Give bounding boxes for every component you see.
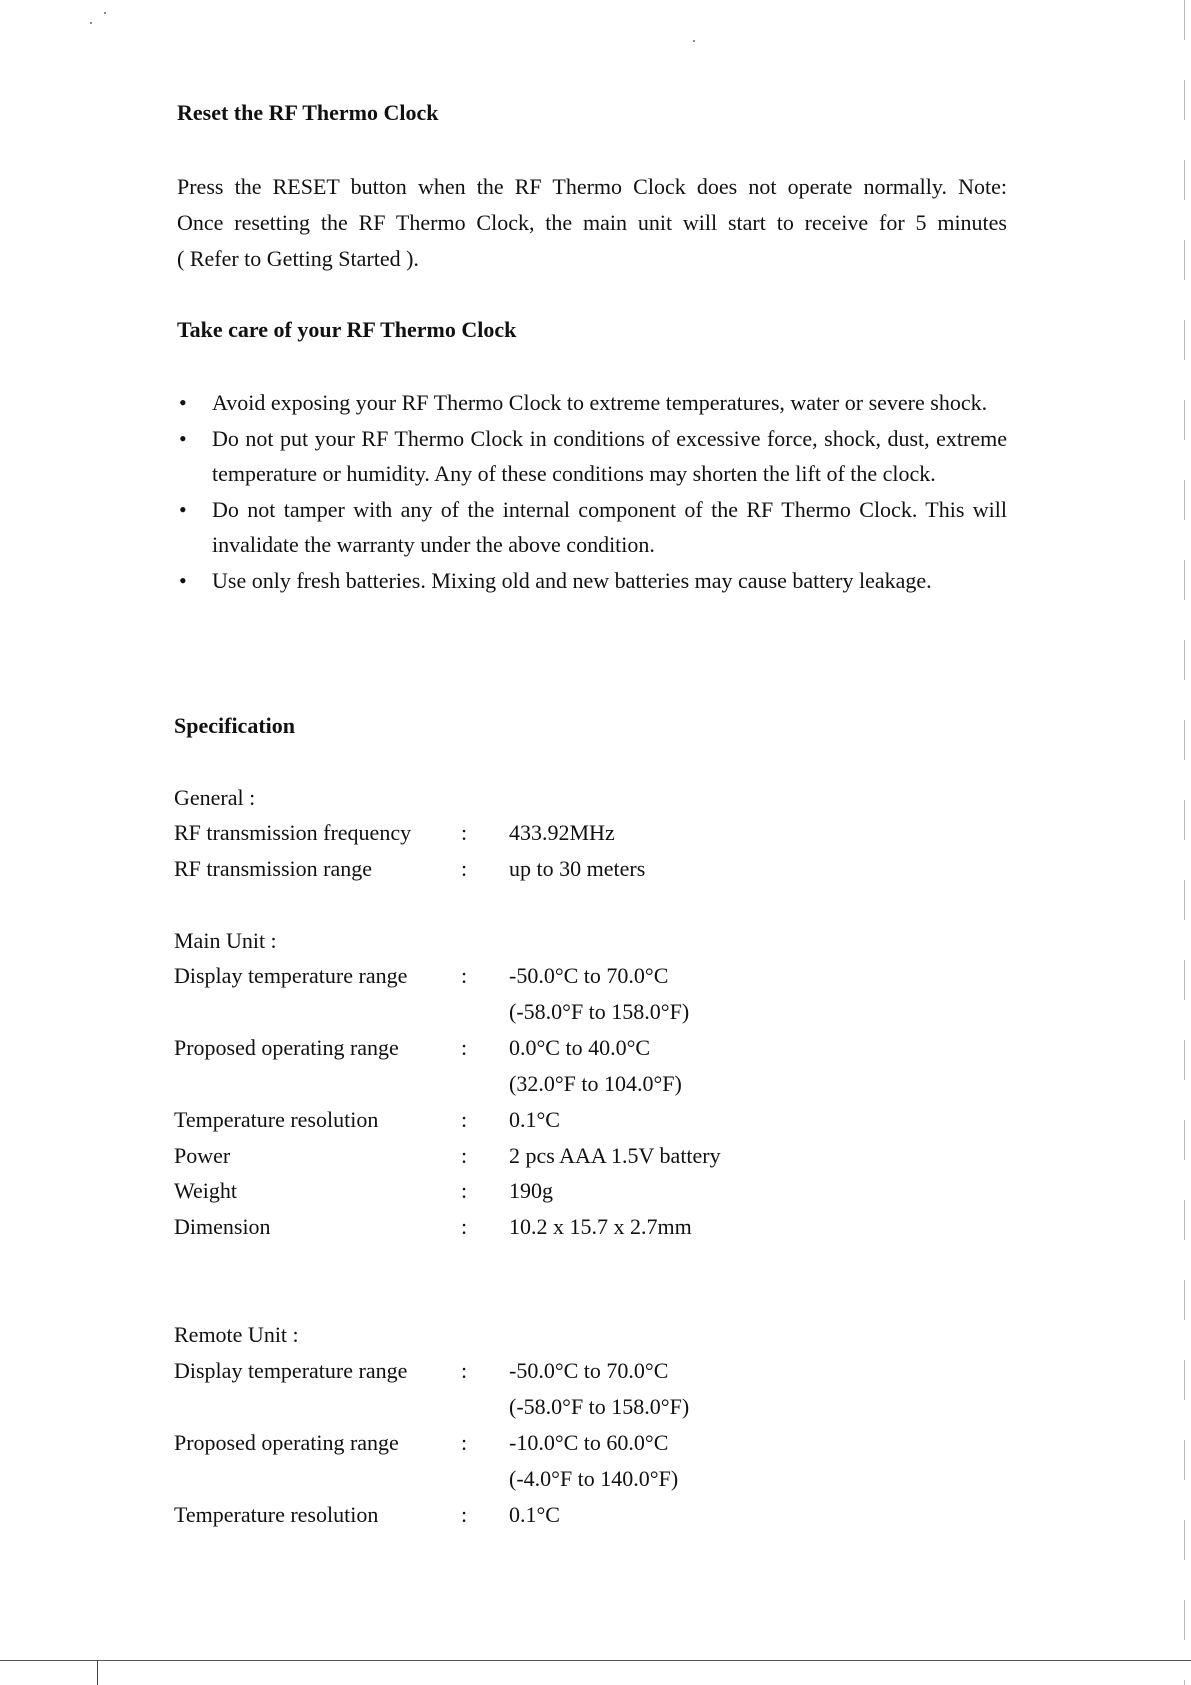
scan-speck: [90, 22, 92, 24]
reset-line-2: Once resetting the RF Thermo Clock, the main unit will start to receive for 5 minutes: [177, 210, 1007, 235]
scan-bottom-rule: [0, 1660, 1191, 1661]
reset-line-1: Press the RESET button when the RF Thermo Clock does not operate normally. Note:: [177, 174, 1007, 199]
spec-value-alt: (-58.0°F to 158.0°F): [509, 1394, 690, 1419]
spec-value: 0.1°C: [509, 1502, 560, 1527]
spec-separator: :: [461, 1430, 468, 1455]
spec-value: 433.92MHz: [509, 820, 615, 845]
spec-separator: :: [461, 1358, 468, 1383]
spec-label: Dimension: [174, 1214, 271, 1239]
spec-separator: :: [461, 1035, 468, 1060]
spec-value-alt: (-4.0°F to 140.0°F): [509, 1466, 679, 1491]
care-item: [177, 492, 1007, 562]
spec-value: 190g: [509, 1178, 553, 1203]
main-unit-label: Main Unit :: [174, 928, 277, 953]
spec-value: -50.0°C to 70.0°C: [509, 963, 669, 988]
care-item-text: Do not tamper with any of the internal component of the RF Thermo Clock. This will invalidate the warranty under the above condition.: [212, 497, 1007, 557]
spec-label: Temperature resolution: [174, 1107, 379, 1132]
reset-heading: Reset the RF Thermo Clock: [177, 100, 439, 125]
scan-edge-line: [1184, 0, 1185, 1685]
spec-value: 10.2 x 15.7 x 2.7mm: [509, 1214, 692, 1239]
bullet-icon: •: [179, 426, 187, 451]
care-list: [177, 385, 1007, 599]
spec-separator: :: [461, 1214, 468, 1239]
remote-unit-label: Remote Unit :: [174, 1322, 299, 1347]
spec-value: 0.0°C to 40.0°C: [509, 1035, 651, 1060]
spec-separator: :: [461, 1502, 468, 1527]
spec-value: 0.1°C: [509, 1107, 560, 1132]
spec-label: RF transmission range: [174, 856, 372, 881]
spec-label: RF transmission frequency: [174, 820, 412, 845]
bullet-icon: •: [179, 497, 187, 522]
scan-speck: [693, 40, 695, 42]
spec-separator: :: [461, 856, 468, 881]
care-item: [177, 421, 1007, 491]
scan-speck: [104, 12, 106, 14]
spec-separator: :: [461, 1178, 468, 1203]
spec-value: -50.0°C to 70.0°C: [509, 1358, 669, 1383]
spec-label: Display temperature range: [174, 963, 408, 988]
care-item-text: Use only fresh batteries. Mixing old and new batteries may cause battery leakage.: [212, 568, 932, 593]
spec-value-alt: (-58.0°F to 158.0°F): [509, 999, 690, 1024]
care-item: [177, 385, 1007, 420]
care-heading: Take care of your RF Thermo Clock: [177, 317, 517, 342]
bullet-icon: •: [179, 390, 187, 415]
spec-label: Temperature resolution: [174, 1502, 379, 1527]
reset-line-3: ( Refer to Getting Started ).: [177, 246, 419, 271]
spec-value: 2 pcs AAA 1.5V battery: [509, 1143, 721, 1168]
spec-separator: :: [461, 820, 468, 845]
spec-label: Proposed operating range: [174, 1035, 399, 1060]
spec-separator: :: [461, 1143, 468, 1168]
spec-value: up to 30 meters: [509, 856, 646, 881]
bullet-icon: •: [179, 568, 187, 593]
reset-paragraph: [177, 169, 1007, 277]
spec-separator: :: [461, 1107, 468, 1132]
spec-label: Weight: [174, 1178, 237, 1203]
spec-label: Display temperature range: [174, 1358, 408, 1383]
spec-label: Power: [174, 1143, 231, 1168]
spec-heading: Specification: [174, 713, 295, 738]
spec-separator: :: [461, 963, 468, 988]
spec-value-alt: (32.0°F to 104.0°F): [509, 1071, 682, 1096]
care-item-text: Avoid exposing your RF Thermo Clock to extreme temperatures, water or severe shock.: [212, 390, 988, 415]
care-item-text: Do not put your RF Thermo Clock in conditions of excessive force, shock, dust, extreme temperature or humidity. Any of these conditions may shorten the lift of the clock.: [212, 426, 1007, 486]
general-label: General :: [174, 785, 256, 810]
scan-bottom-tick: [97, 1660, 98, 1685]
spec-value: -10.0°C to 60.0°C: [509, 1430, 669, 1455]
care-item: [177, 563, 1007, 598]
spec-label: Proposed operating range: [174, 1430, 399, 1455]
